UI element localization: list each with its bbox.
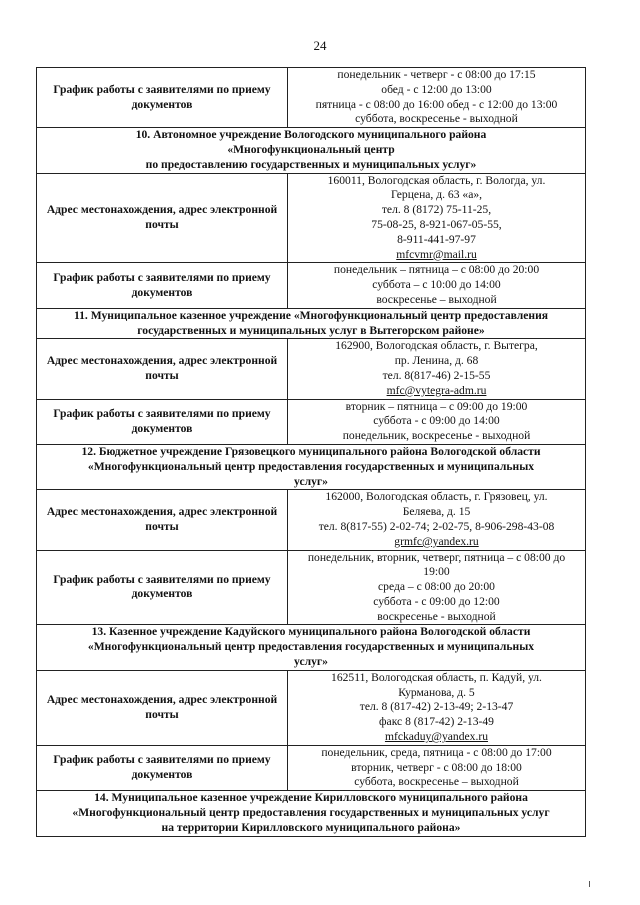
value-line: суббота - с 09:00 до 12:00: [373, 594, 500, 608]
table-row: [37, 263, 586, 308]
value-line: вторник, четверг - с 08:00 до 18:00: [351, 760, 522, 774]
value-line: 162000, Вологодская область, г. Грязовец, ул.: [325, 490, 548, 504]
value-line: обед - с 12:00 до 13:00: [381, 82, 492, 96]
scan-mark: [589, 881, 590, 887]
section-title-line: «Многофункциональный центр предоставления государственных и муниципальных: [87, 640, 535, 654]
section-header-row: [37, 444, 586, 489]
section-title: [37, 308, 586, 339]
value-line: 8-911-441-97-97: [397, 232, 476, 246]
page-number: 24: [313, 38, 327, 53]
section-header-row: [37, 791, 586, 836]
section-title-line: услуг»: [294, 655, 328, 669]
value-line: Беляева, д. 15: [402, 505, 471, 519]
section-title-line: по предоставлению государственных и муниципальных услуг»: [145, 157, 477, 171]
section-title-line: 13. Казенное учреждение Кадуйского муниципального района Вологодской области: [91, 625, 531, 639]
table-row: [37, 68, 586, 128]
row-value: [288, 745, 586, 790]
mfc-table: [36, 67, 586, 837]
value-line: 162511, Вологодская область, п. Кадуй, ул.: [331, 670, 542, 684]
table-row: [37, 490, 586, 550]
section-title-line: на территории Кирилловского муниципального района»: [161, 820, 461, 834]
email-link[interactable]: mfcvmr@mail.ru: [396, 247, 477, 261]
value-line: тел. 8 (817-42) 2-13-49; 2-13-47: [359, 700, 514, 714]
value-line: пр. Ленина, д. 68: [394, 354, 479, 368]
row-value: [288, 173, 586, 263]
value-line: тел. 8 (8172) 75-11-25,: [381, 203, 492, 217]
section-title: [37, 444, 586, 489]
value-line: 19:00: [423, 565, 450, 579]
section-title-line: «Многофункциональный центр: [227, 142, 395, 156]
section-title-line: 12. Бюджетное учреждение Грязовецкого муниципального района Вологодской области: [81, 444, 541, 458]
section-title-line: государственных и муниципальных услуг в Вытегорском районе»: [137, 323, 485, 337]
section-title-line: 11. Муниципальное казенное учреждение «Многофункциональный центр предоставления: [73, 308, 549, 322]
row-label: График работы с заявителями по приему документов: [37, 399, 288, 444]
table-row: [37, 339, 586, 399]
section-title: [37, 625, 586, 670]
row-label: Адрес местонахождения, адрес электронной почты: [37, 339, 288, 399]
section-title-line: «Многофункциональный центр предоставления государственных и муниципальных услуг: [72, 806, 550, 820]
table-row: [37, 173, 586, 263]
row-label: График работы с заявителями по приему документов: [37, 550, 288, 625]
table-row: [37, 399, 586, 444]
row-label: График работы с заявителями по приему документов: [37, 745, 288, 790]
mfc-table-body: [37, 68, 586, 837]
value-line: факс 8 (817-42) 2-13-49: [379, 715, 494, 729]
section-title: [37, 791, 586, 836]
value-line: понедельник, воскресенье - выходной: [342, 429, 531, 443]
row-value: [288, 263, 586, 308]
row-label: Адрес местонахождения, адрес электронной почты: [37, 173, 288, 263]
row-value: [288, 68, 586, 128]
section-header-row: [37, 625, 586, 670]
row-value: [288, 490, 586, 550]
table-row: [37, 550, 586, 625]
value-line: Герцена, д. 63 «а»,: [390, 188, 483, 202]
value-line: 75-08-25, 8-921-067-05-55,: [371, 217, 502, 231]
row-value: [288, 670, 586, 745]
row-value: [288, 339, 586, 399]
value-line: среда – с 08:00 до 20:00: [378, 580, 495, 594]
value-line: понедельник, вторник, четверг, пятница – с 08:00 до: [307, 550, 566, 564]
section-title-line: услуг»: [294, 474, 328, 488]
row-value: [288, 550, 586, 625]
value-line: суббота, воскресенье – выходной: [354, 775, 519, 789]
value-line: тел. 8(817-55) 2-02-74; 2-02-75, 8-906-298-43-08: [318, 519, 555, 533]
value-line: понедельник - четверг - с 08:00 до 17:15: [337, 68, 536, 81]
email-link[interactable]: grmfc@yandex.ru: [394, 534, 479, 548]
value-line: суббота – с 10:00 до 14:00: [372, 278, 501, 292]
section-header-row: [37, 128, 586, 173]
value-line: воскресенье – выходной: [376, 292, 497, 306]
value-line: понедельник – пятница – с 08:00 до 20:00: [333, 263, 540, 277]
value-line: 160011, Вологодская область, г. Вологда, ул.: [327, 173, 546, 187]
value-line: суббота - с 09:00 до 14:00: [373, 414, 500, 428]
row-label: Адрес местонахождения, адрес электронной почты: [37, 670, 288, 745]
row-label: График работы с заявителями по приему документов: [37, 68, 288, 128]
section-title-line: «Многофункциональный центр предоставления государственных и муниципальных: [87, 459, 535, 473]
table-row: [37, 745, 586, 790]
value-line: Курманова, д. 5: [398, 685, 475, 699]
row-label: График работы с заявителями по приему документов: [37, 263, 288, 308]
section-title-line: 10. Автономное учреждение Вологодского муниципального района: [135, 128, 487, 142]
section-title-line: 14. Муниципальное казенное учреждение Кирилловского муниципального района: [94, 791, 528, 805]
section-header-row: [37, 308, 586, 339]
value-line: понедельник, среда, пятница - с 08:00 до 17:00: [321, 745, 552, 759]
row-value: [288, 399, 586, 444]
value-line: суббота, воскресенье - выходной: [355, 112, 518, 126]
table-row: [37, 670, 586, 745]
email-link[interactable]: mfckaduy@yandex.ru: [384, 730, 489, 744]
value-line: 162900, Вологодская область, г. Вытегра,: [335, 339, 538, 353]
value-line: пятница - с 08:00 до 16:00 обед - с 12:00 до 13:00: [315, 97, 558, 111]
value-line: воскресенье - выходной: [377, 609, 496, 623]
email-link[interactable]: mfc@vytegra-adm.ru: [386, 383, 487, 397]
section-title: [37, 128, 586, 173]
value-line: тел. 8(817-46) 2-15-55: [382, 368, 491, 382]
row-label: Адрес местонахождения, адрес электронной почты: [37, 490, 288, 550]
value-line: вторник – пятница – с 09:00 до 19:00: [345, 399, 528, 413]
